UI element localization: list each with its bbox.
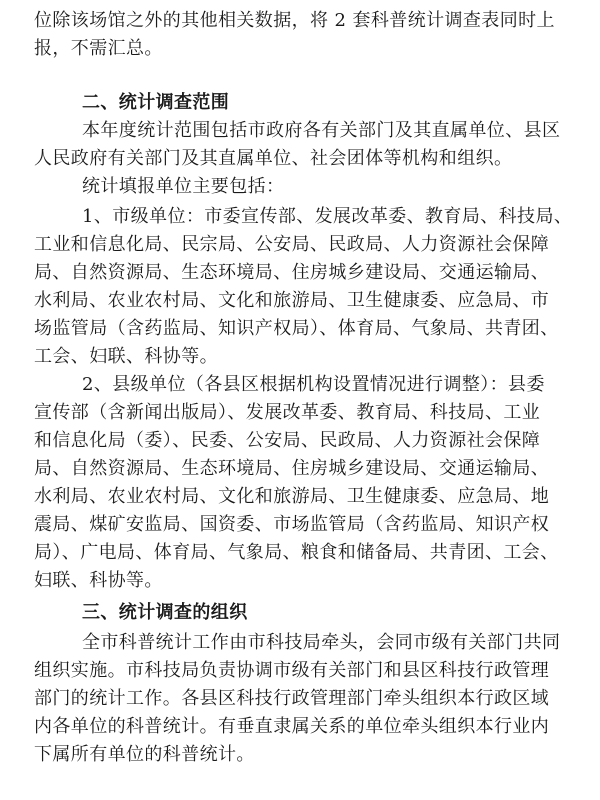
- section-heading-scope: 二、统计调查范围: [82, 92, 230, 113]
- text-line-19: 局）、广电局、体育局、气象局、粮食和储备局、共青团、工会、: [34, 542, 559, 563]
- text-line-16: 局、自然资源局、生态环境局、住房城乡建设局、交通运输局、: [34, 458, 550, 479]
- text-line-22: 全市科普统计工作由市科技局牵头，会同市级有关部门共同: [82, 632, 561, 653]
- text-line-26: 下属所有单位的科普统计。: [34, 744, 255, 765]
- text-line-20: 妇联、科协等。: [34, 570, 163, 591]
- text-line-15: 和信息化局（委）、民委、公安局、民政局、人力资源社会保障: [34, 430, 541, 451]
- text-line-8: 工业和信息化局、民宗局、公安局、民政局、人力资源社会保障: [34, 234, 550, 255]
- text-line-18: 震局、煤矿安监局、国资委、市场监管局（含药监局、知识产权: [34, 514, 550, 535]
- text-line-25: 内各单位的科普统计。有垂直隶属关系的单位牵头组织本行业内: [34, 716, 550, 737]
- text-line-5: 人民政府有关部门及其直属单位、社会团体等机构和组织。: [34, 148, 513, 169]
- text-line-13: 2、县级单位（各县区根据机构设置情况进行调整）：县委: [82, 374, 545, 395]
- text-line-23: 组织实施。市科技局负责协调市级有关部门和县区科技行政管理: [34, 660, 550, 681]
- text-line-6: 统计填报单位主要包括：: [82, 176, 285, 197]
- text-line-17: 水利局、农业农村局、文化和旅游局、卫生健康委、应急局、地: [34, 486, 550, 507]
- text-line-7: 1、市级单位：市委宣传部、发展改革委、教育局、科技局、: [82, 206, 573, 227]
- text-line-10: 水利局、农业农村局、文化和旅游局、卫生健康委、应急局、市: [34, 290, 550, 311]
- text-line-14: 宣传部（含新闻出版局）、发展改革委、教育局、科技局、工业: [34, 402, 541, 423]
- text-line-4: 本年度统计范围包括市政府各有关部门及其直属单位、县区: [82, 120, 561, 141]
- text-line-9: 局、自然资源局、生态环境局、住房城乡建设局、交通运输局、: [34, 262, 550, 283]
- text-line-2: 报，不需汇总。: [34, 38, 163, 59]
- section-heading-organization: 三、统计调查的组织: [82, 602, 248, 623]
- text-line-24: 部门的统计工作。各县区科技行政管理部门牵头组织本行政区域: [34, 688, 550, 709]
- text-line-11: 场监管局（含药监局、知识产权局）、体育局、气象局、共青团、: [34, 318, 559, 339]
- text-line-1: 位除该场馆之外的其他相关数据，将 2 套科普统计调查表同时上: [34, 10, 555, 31]
- text-line-12: 工会、妇联、科协等。: [34, 346, 218, 367]
